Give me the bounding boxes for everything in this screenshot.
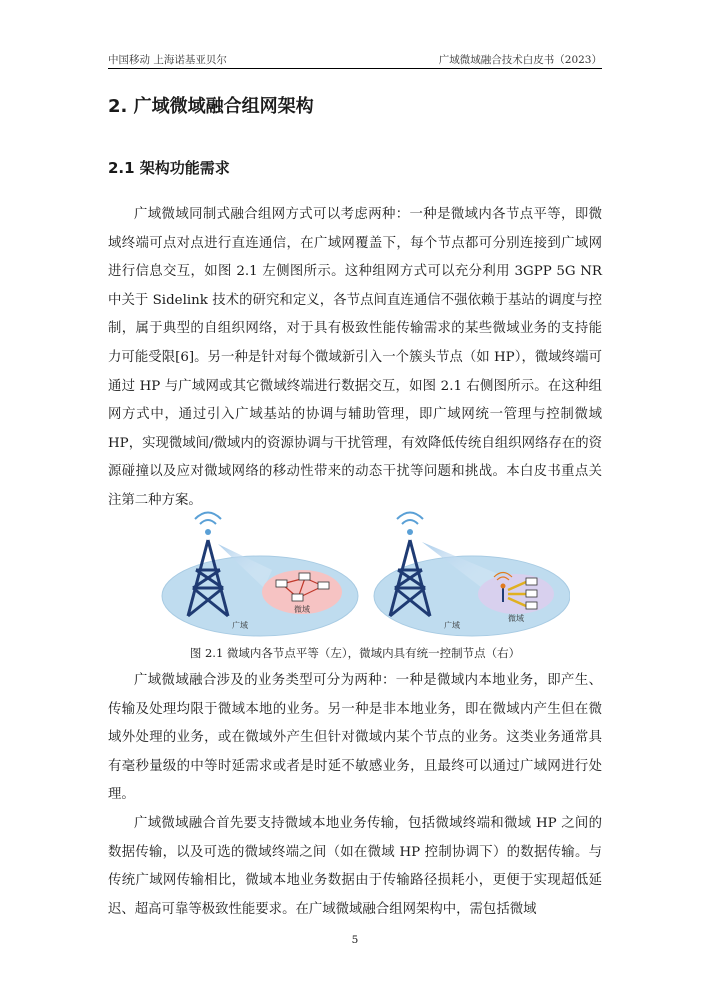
signal-waves-icon [195, 513, 221, 536]
micro-label-right: 微域 [508, 614, 524, 623]
figure-caption: 图 2.1 微域内各节点平等（左），微域内具有统一控制节点（右） [189, 646, 521, 660]
subsection-title: 2.1 架构功能需求 [108, 159, 230, 177]
paragraph-2: 广域微域融合涉及的业务类型可分为两种：一种是微域内本地业务，即产生、传输及处理均限于微域本地的业务。另一种是非本地业务，即在微域内产生但在微域外处理的业务，或在微域外产生但针对微域内某个节点的业务。这类业务通常具有毫秒量级的中等时延需求或者是时延不敏感业务，且最终可以通过广域网进行处理。 [108, 673, 602, 803]
paragraph-1: 广域微域同制式融合组网方式可以考虑两种：一种是微域内各节点平等，即微域终端可点对点进行直连通信，在广域网覆盖下，每个节点都可分别连接到广域网进行信息交互，如图 2.1 左侧图所示。这种组网方式可以充分利用 3GPP 5G NR 中关于 Sidelink 技术的研究和定义，各节点间直连通信不强依赖于基站的调度与控制，属于典型的自组织网络，对于具有极致性能传输需求的某些微域业务的支持能力可能受限[6]。另一种是针对每个微域新引入一个簇头节点（如 HP），微域终端可通过 HP 与广域网或其它微域终端进行数据交互，如图 2.1 右侧图所示。在这种组网方式中，通过引入广域基站的协调与辅助管理，即广域网统一管理与控制微域 HP，实现微域间/微域内的资源协调与干扰管理，有效降低传统自组织网络存在的资源碰撞以及应对微域网络的移动性带来的动态干扰等问题和挑战。本白皮书重点关注第二种方案。 [108, 207, 602, 508]
micro-device-icons [526, 578, 537, 609]
wide-label-right: 广域 [444, 621, 460, 630]
page-number: 5 [351, 934, 359, 946]
header-right: 广域微域融合技术白皮书（2023） [438, 54, 602, 66]
paragraph-3: 广域微域融合首先要支持微域本地业务传输，包括微域终端和微域 HP 之间的数据传输，以及可选的微域终端之间（如在微域 HP 控制协调下）的数据传输。与传统广域网传输相比，微域本地业务数据由于传输路径损耗小，更便于实现超低延迟、超高可靠等极致性能要求。在广域微域融合组网架构中，需包括微域 [108, 816, 602, 917]
header-rule [108, 68, 602, 69]
figure-2-1 [160, 508, 570, 640]
section-title: 2. 广域微域融合组网架构 [108, 96, 314, 117]
right-diagram [374, 513, 570, 637]
left-diagram [162, 513, 358, 637]
micro-label-left: 微域 [294, 605, 310, 614]
page-header [108, 52, 602, 66]
signal-waves-icon [397, 513, 423, 536]
wide-label-left: 广域 [232, 621, 248, 630]
header-left: 中国移动 上海诺基亚贝尔 [108, 54, 227, 66]
